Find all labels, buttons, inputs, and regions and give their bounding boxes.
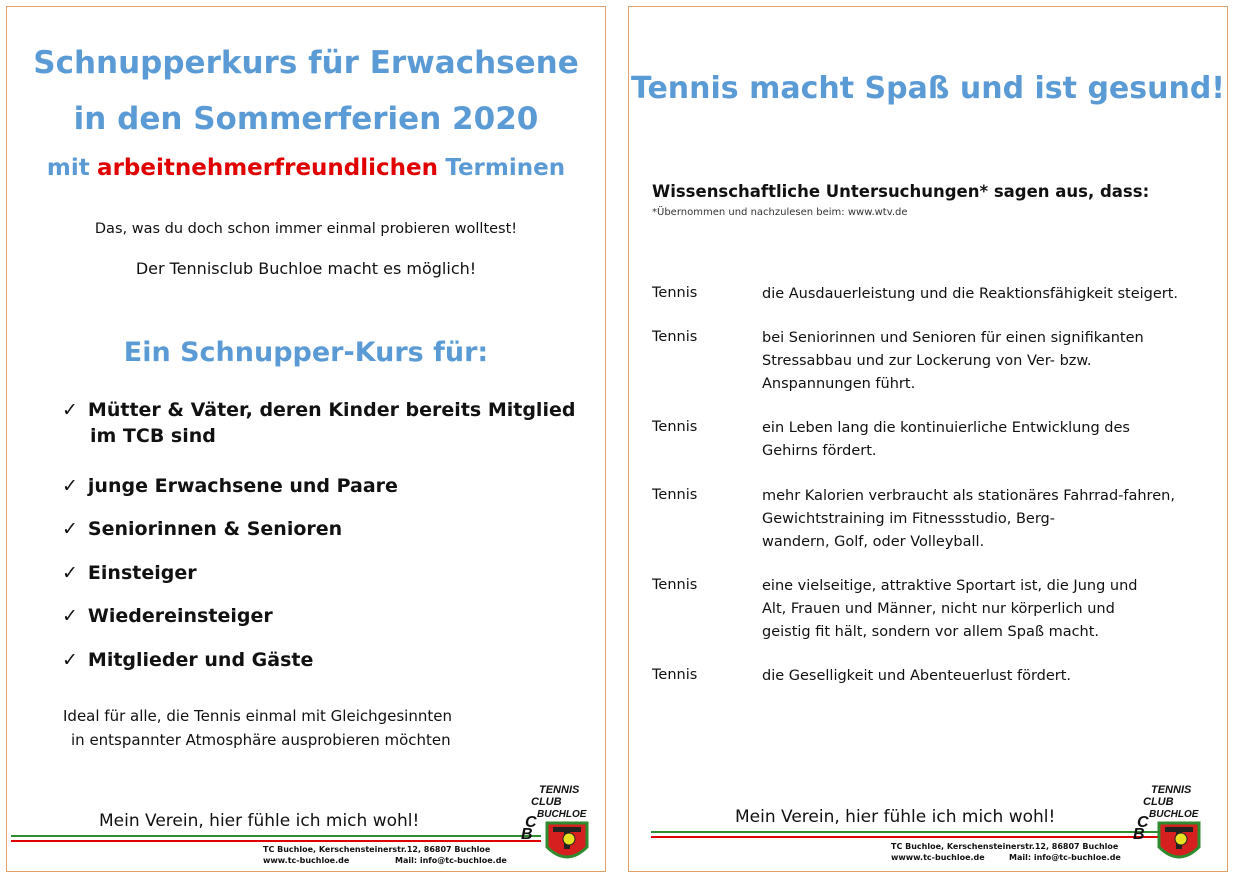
red-stripe	[11, 840, 541, 842]
left-subtitle	[7, 155, 605, 181]
list-item-text-cont: im TCB sind	[90, 425, 216, 447]
row-text: die Ausdauerleistung und die Reaktionsfähigkeit steigert.	[762, 286, 1179, 302]
row-text: die Geselligkeit und Abenteuerlust fördert.	[762, 668, 1072, 684]
row-label: Tennis	[652, 487, 698, 503]
checkmark-icon: ✓	[62, 605, 78, 627]
row-label: Tennis	[652, 667, 698, 683]
footer-address: TC Buchloe, Kerschensteinerstr.12, 86807 Buchloe	[263, 845, 491, 854]
green-stripe	[11, 835, 541, 837]
club-logo-graphic	[1129, 777, 1207, 869]
svg-text:BUCHLOE: BUCHLOE	[1149, 809, 1199, 820]
row-text: ein Leben lang die kontinuierliche Entwicklung des Gehirns fördert.	[762, 420, 1130, 459]
club-logo	[517, 777, 595, 869]
row-text: mehr Kalorien verbraucht als stationäres Fahrrad-fahren, Gewichtstraining im Fitnessstudio, Berg- wandern, Golf, oder Volleyball.	[762, 488, 1175, 550]
club-logo	[1129, 777, 1207, 869]
subtitle-mit: mit	[46, 155, 90, 181]
list-item	[62, 473, 398, 499]
checkmark-icon: ✓	[62, 475, 78, 497]
svg-text:BUCHLOE: BUCHLOE	[537, 809, 587, 820]
slogan: Mein Verein, hier fühle ich mich wohl!	[735, 807, 1056, 827]
intro-line2: Der Tennisclub Buchloe macht es möglich!	[135, 259, 477, 278]
footer-web: www.tc-buchloe.de	[263, 856, 350, 865]
red-stripe	[651, 836, 1161, 838]
slogan: Mein Verein, hier fühle ich mich wohl!	[99, 811, 420, 831]
list-item-text: Mitglieder und Gäste	[87, 649, 314, 671]
checkmark-icon: ✓	[62, 399, 78, 421]
svg-text:TENNIS: TENNIS	[1151, 784, 1192, 796]
study-heading: Wissenschaftliche Untersuchungen* sagen aus, dass:	[652, 182, 1150, 201]
svg-text:B: B	[521, 826, 533, 843]
list-item-text: junge Erwachsene und Paare	[87, 475, 398, 497]
row-label: Tennis	[652, 577, 698, 593]
right-title: Tennis macht Spaß und ist gesund!	[630, 71, 1225, 106]
list-item	[62, 647, 313, 673]
row-label: Tennis	[652, 419, 698, 435]
svg-text:B: B	[1133, 826, 1145, 843]
left-title-line2: in den Sommerferien 2020	[73, 101, 539, 137]
footer-address: TC Buchloe, Kerschensteinerstr.12, 86807 Buchloe	[891, 842, 1119, 851]
subtitle-red: arbeitnehmerfreundlichen	[97, 155, 439, 181]
svg-text:C: C	[525, 814, 537, 831]
list-item	[62, 516, 342, 542]
checkmark-icon: ✓	[62, 562, 78, 584]
study-note: *Übernommen und nachzulesen beim: www.wtv.de	[652, 207, 908, 218]
green-stripe	[651, 831, 1161, 833]
footer-mail: Mail: info@tc-buchloe.de	[1009, 853, 1121, 862]
list-item	[62, 560, 197, 586]
left-flyer-page	[6, 6, 606, 872]
subtitle-end: Terminen	[445, 155, 566, 181]
right-flyer-page	[628, 6, 1228, 872]
row-text: eine vielseitige, attraktive Sportart ist, die Jung und Alt, Frauen und Männer, nicht nur körperlich und geistig fit hält, sondern vor allem Spaß macht.	[762, 578, 1138, 640]
footer-web: wwww.tc-buchloe.de	[891, 853, 985, 862]
svg-text:CLUB: CLUB	[531, 796, 562, 808]
intro-line1: Das, was du doch schon immer einmal probieren wolltest!	[94, 221, 518, 237]
svg-text:C: C	[1137, 814, 1149, 831]
checkmark-icon: ✓	[62, 518, 78, 540]
svg-text:CLUB: CLUB	[1143, 796, 1174, 808]
svg-text:TENNIS: TENNIS	[539, 784, 580, 796]
list-item-text: Einsteiger	[87, 562, 197, 584]
list-item-text: Seniorinnen & Senioren	[87, 518, 343, 540]
list-item-text: Mütter & Väter, deren Kinder bereits Mitglied	[87, 399, 576, 421]
footer-mail: Mail: info@tc-buchloe.de	[395, 856, 507, 865]
ideal-line1: Ideal für alle, die Tennis einmal mit Gleichgesinnten	[63, 707, 452, 725]
row-text: bei Seniorinnen und Senioren für einen signifikanten Stressabbau und zur Lockerung von Ver- bzw. Anspannungen führt.	[762, 330, 1144, 392]
checkmark-icon: ✓	[62, 649, 78, 671]
row-label: Tennis	[652, 329, 698, 345]
list-item-text: Wiedereinsteiger	[87, 605, 273, 627]
ideal-line2: in entspannter Atmosphäre ausprobieren möchten	[71, 731, 451, 749]
left-title-line1: Schnupperkurs für Erwachsene	[33, 45, 579, 81]
list-item	[62, 397, 575, 449]
row-label: Tennis	[652, 285, 698, 301]
course-heading: Ein Schnupper-Kurs für:	[123, 337, 489, 368]
list-item	[62, 603, 273, 629]
club-logo-graphic	[517, 777, 595, 869]
